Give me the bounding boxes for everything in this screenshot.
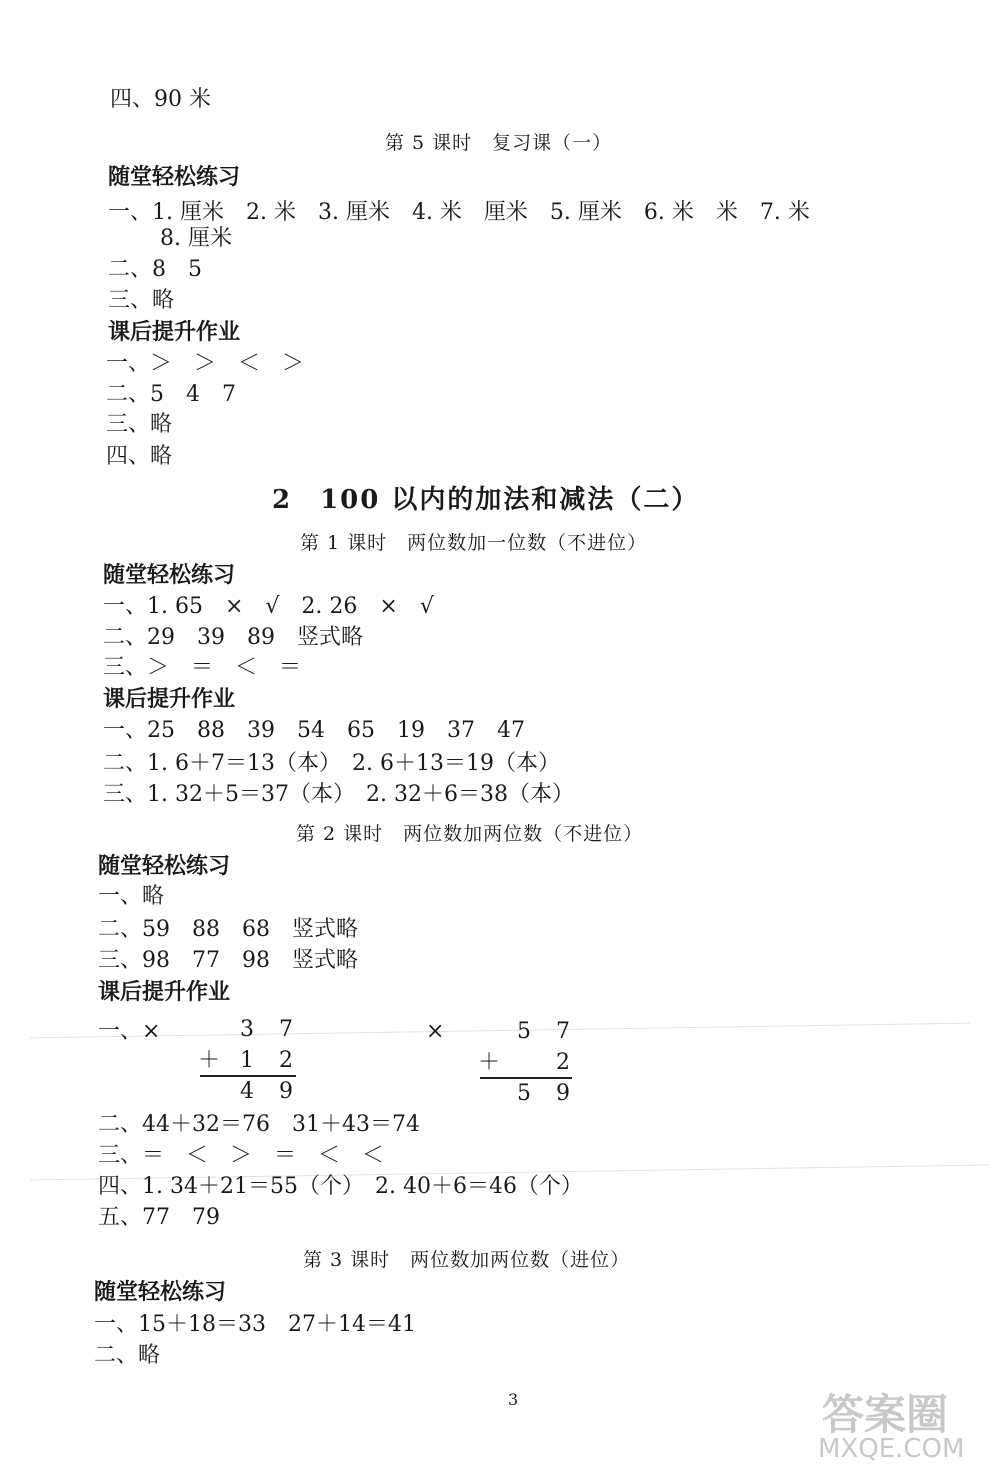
answer-line: 二、8 5 [108, 257, 202, 282]
lesson-title-2: 第 2 课时 两位数加两位数（不进位） [296, 823, 644, 845]
watermark-url: MXQE.COM [818, 1434, 965, 1464]
answer-line: 一、1. 65 × √ 2. 26 × √ [103, 594, 434, 619]
digit: 3 [240, 1017, 254, 1042]
answer-line: 三、＞ ＝ ＜ ＝ [103, 655, 302, 680]
operator: ＋ [198, 1048, 221, 1073]
digit: 5 [517, 1019, 531, 1044]
heading-homework: 课后提升作业 [108, 319, 241, 345]
lesson-title-3: 第 3 课时 两位数加两位数（进位） [303, 1249, 631, 1271]
answer-line: 五、77 79 [98, 1205, 220, 1230]
heading-classwork: 随堂轻松练习 [103, 562, 236, 588]
answer-line: 一、略 [98, 884, 165, 909]
operator: ＋ [478, 1050, 501, 1075]
digit: 5 [517, 1081, 531, 1106]
heading-homework: 课后提升作业 [98, 979, 231, 1005]
answer-line: 三、98 77 98 竖式略 [98, 948, 358, 973]
digit: 9 [556, 1081, 570, 1106]
heading-classwork: 随堂轻松练习 [94, 1279, 227, 1305]
answer-line: 二、44＋32＝76 31＋43＝74 [98, 1112, 420, 1137]
answer-line: 四、1. 34＋21＝55（个） 2. 40＋6＝46（个） [98, 1174, 583, 1199]
answer-line: 8. 厘米 [160, 226, 232, 251]
page-number: 3 [508, 1390, 519, 1409]
answer-line: 一、× [98, 1019, 161, 1044]
answer-line: 二、略 [94, 1343, 161, 1368]
answer-line: 一、1. 厘米 2. 米 3. 厘米 4. 米 厘米 5. 厘米 6. 米 米 7. 米 [108, 200, 810, 225]
lesson-title-review-1: 第 5 课时 复习课（一） [385, 132, 613, 154]
answer-line: 二、29 39 89 竖式略 [103, 625, 363, 650]
line-top: 四、90 米 [110, 87, 211, 112]
watermark-logo: 答案圈 [822, 1390, 949, 1439]
sum-rule [480, 1077, 572, 1079]
answer-line: 一、25 88 39 54 65 19 37 47 [103, 718, 525, 743]
wrong-mark: × [426, 1019, 445, 1044]
fold-line [30, 1023, 970, 1039]
digit: 2 [556, 1050, 570, 1075]
sum-rule [200, 1075, 296, 1077]
heading-homework: 课后提升作业 [103, 686, 236, 712]
answer-line: 一、15＋18＝33 27＋14＝41 [94, 1312, 416, 1337]
answer-line: 三、1. 32＋5＝37（本） 2. 32＋6＝38（本） [103, 782, 574, 807]
digit: 2 [279, 1048, 293, 1073]
chapter-title: 2 100 以内的加法和减法（二） [272, 485, 700, 515]
answer-line: 四、略 [106, 444, 173, 469]
answer-line: 二、59 88 68 竖式略 [98, 917, 358, 942]
answer-line: 二、1. 6＋7＝13（本） 2. 6＋13＝19（本） [103, 751, 560, 776]
digit: 4 [240, 1079, 254, 1104]
digit: 7 [556, 1019, 570, 1044]
lesson-title-1: 第 1 课时 两位数加一位数（不进位） [300, 532, 648, 554]
answer-line: 一、＞ ＞ ＜ ＞ [106, 351, 305, 376]
digit: 1 [240, 1048, 254, 1073]
answer-line: 二、5 4 7 [106, 382, 236, 407]
answer-line: 三、略 [108, 288, 175, 313]
answer-line: 三、＝ ＜ ＞ ＝ ＜ ＜ [98, 1143, 385, 1168]
digit: 7 [279, 1017, 293, 1042]
answer-line: 三、略 [106, 412, 173, 437]
digit: 9 [279, 1079, 293, 1104]
heading-classwork: 随堂轻松练习 [108, 164, 241, 190]
heading-classwork: 随堂轻松练习 [98, 853, 231, 879]
